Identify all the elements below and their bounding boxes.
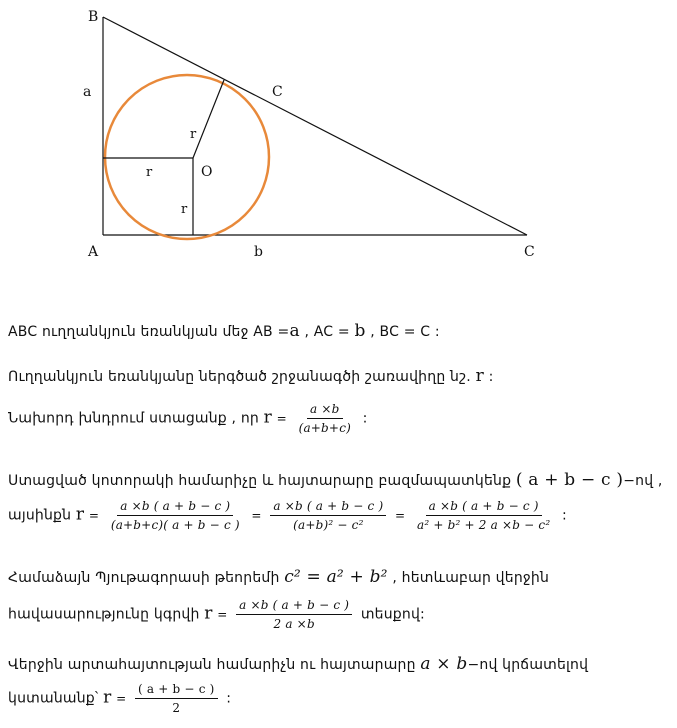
side-BC xyxy=(103,17,527,235)
text-line-9: կստանանք՝ r = $\frac{( a + b - c )}{2}$ : xyxy=(8,682,232,715)
fraction-r-initial: $\frac{a \times b}{(a+b+c)}$ xyxy=(298,402,351,435)
var-r: r xyxy=(263,407,272,428)
text-line-1: ABC ուղղանկյուն եռանկյան մեջ AB =a , AC = b , BC = C : xyxy=(8,321,440,341)
radius-to-hypotenuse xyxy=(193,80,224,158)
fraction-final: $\frac{( a + b - c )}{2}$ xyxy=(135,682,218,715)
text-line-7: հավասարությունը կգրվի r = $\frac{a \times b ( a + b - c )}{2 a \times b}$ տեսքով: xyxy=(8,598,425,631)
text-line-4: Ստացված կոտորակի համարիչը և հայտարարը բազմապատկենք ( a + b − c )−ով , xyxy=(8,470,663,490)
label-A: A xyxy=(88,244,99,260)
label-C-hypotenuse: C xyxy=(272,84,283,100)
label-B: B xyxy=(88,9,99,25)
label-r-left: r xyxy=(146,165,153,180)
label-r-down: r xyxy=(181,202,188,217)
label-C-vertex: C xyxy=(524,244,535,260)
label-O: O xyxy=(201,164,213,180)
text-line-8: Վերջին արտահայտության համարիչն ու հայտարարը a × b−ով կրճատելով xyxy=(8,654,589,674)
label-b: b xyxy=(254,244,263,260)
fraction-simplified: $\frac{a \times b ( a + b - c )}{2 a \times b}$ xyxy=(236,598,352,631)
pythagorean-formula: c² = a² + b² xyxy=(284,567,388,587)
text-line-6: Համաձայն Պյութագորասի թեորեմի c² = a² + b² , հետևաբար վերջին xyxy=(8,567,550,587)
label-a: a xyxy=(83,84,92,100)
label-r-slant: r xyxy=(190,127,197,142)
fraction-3: $\frac{a \times b ( a + b - c )}{\text{a² + b² + 2 a ×b − c²}}$ xyxy=(416,499,551,532)
right-triangle-incircle-figure xyxy=(0,0,677,270)
text-line-2: Ուղղանկյուն եռանկյանը ներգծած շրջանագծի շառավիղը նշ. r : xyxy=(8,366,494,386)
text-line-3: Նախորդ խնդրում ստացանք , որ r = $\frac{a \times b}{(a+b+c)}$ : xyxy=(8,402,368,435)
fraction-2: $\frac{a \times b ( a + b - c )}{\text{(a+b)² − c²}}$ xyxy=(270,499,386,532)
fraction-1: $\frac{a \times b ( a + b - c )}{(a+b+c)( a + b - c )}$ xyxy=(110,499,240,532)
text-line-5: այսինքն r = $\frac{a \times b ( a + b - c )}{(a+b+c)( a + b - c )}$ = $\frac{a \times b ( a + b - c )}{\text{(a+b)² − c²}}$ = $\frac{a \times b ( a + b - c )}{\text{a² + b² + 2 a ×b − c²}}$ : xyxy=(8,499,567,532)
